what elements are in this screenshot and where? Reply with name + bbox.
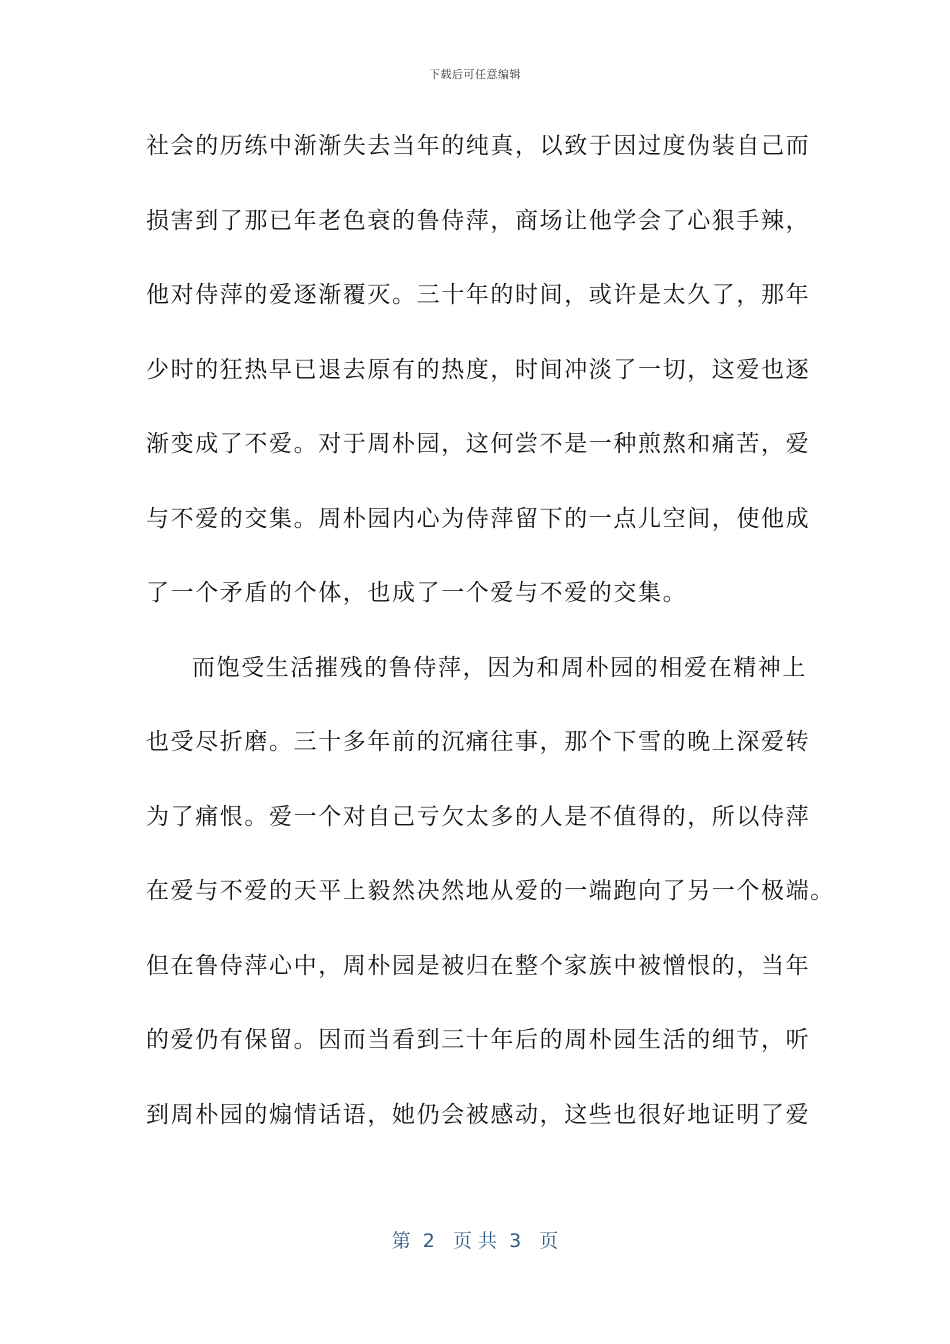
text-line: 也受尽折磨。三十多年前的沉痛往事，那个下雪的晚上深爱转 <box>146 729 811 755</box>
text-line: 与不爱的交集。周朴园内心为侍萍留下的一点儿空间，使他成 <box>146 505 811 532</box>
text-line: 少时的狂热早已退去原有的热度，时间冲淡了一切，这爱也逐 <box>146 356 811 383</box>
text-line: 为了痛恨。爱一个对自己亏欠太多的人是不值得的，所以侍萍 <box>146 803 811 830</box>
text-line: 到周朴园的煽情话语，她仍会被感动，这些也很好地证明了爱 <box>146 1101 811 1128</box>
text-line: 在爱与不爱的天平上毅然决然地从爱的一端跑向了另一个极端。 <box>146 878 835 904</box>
text-line: 渐变成了不爱。对于周朴园，这何尝不是一种煎熬和痛苦，爱 <box>146 431 811 457</box>
document-body <box>146 126 835 1169</box>
text-line: 他对侍萍的爱逐渐覆灭。三十年的时间，或许是太久了，那年 <box>146 282 811 308</box>
page-number-footer: 第 2 页 共 3 页 <box>391 1230 559 1252</box>
paragraph-start-line: 而饱受生活摧残的鲁侍萍，因为和周朴园的相爱在精神上 <box>192 654 807 681</box>
text-line: 损害到了那已年老色衰的鲁侍萍，商场让他学会了心狠手辣， <box>146 207 811 234</box>
page-header: 下载后可任意编辑 <box>429 68 521 81</box>
text-line: 社会的历练中渐渐失去当年的纯真，以致于因过度伪装自己而 <box>146 133 811 159</box>
text-line: 的爱仍有保留。因而当看到三十年后的周朴园生活的细节，听 <box>146 1027 811 1053</box>
text-line: 了一个矛盾的个体，也成了一个爱与不爱的交集。 <box>146 580 688 606</box>
text-line: 但在鲁侍萍心中，周朴园是被归在整个家族中被憎恨的，当年 <box>146 952 811 979</box>
